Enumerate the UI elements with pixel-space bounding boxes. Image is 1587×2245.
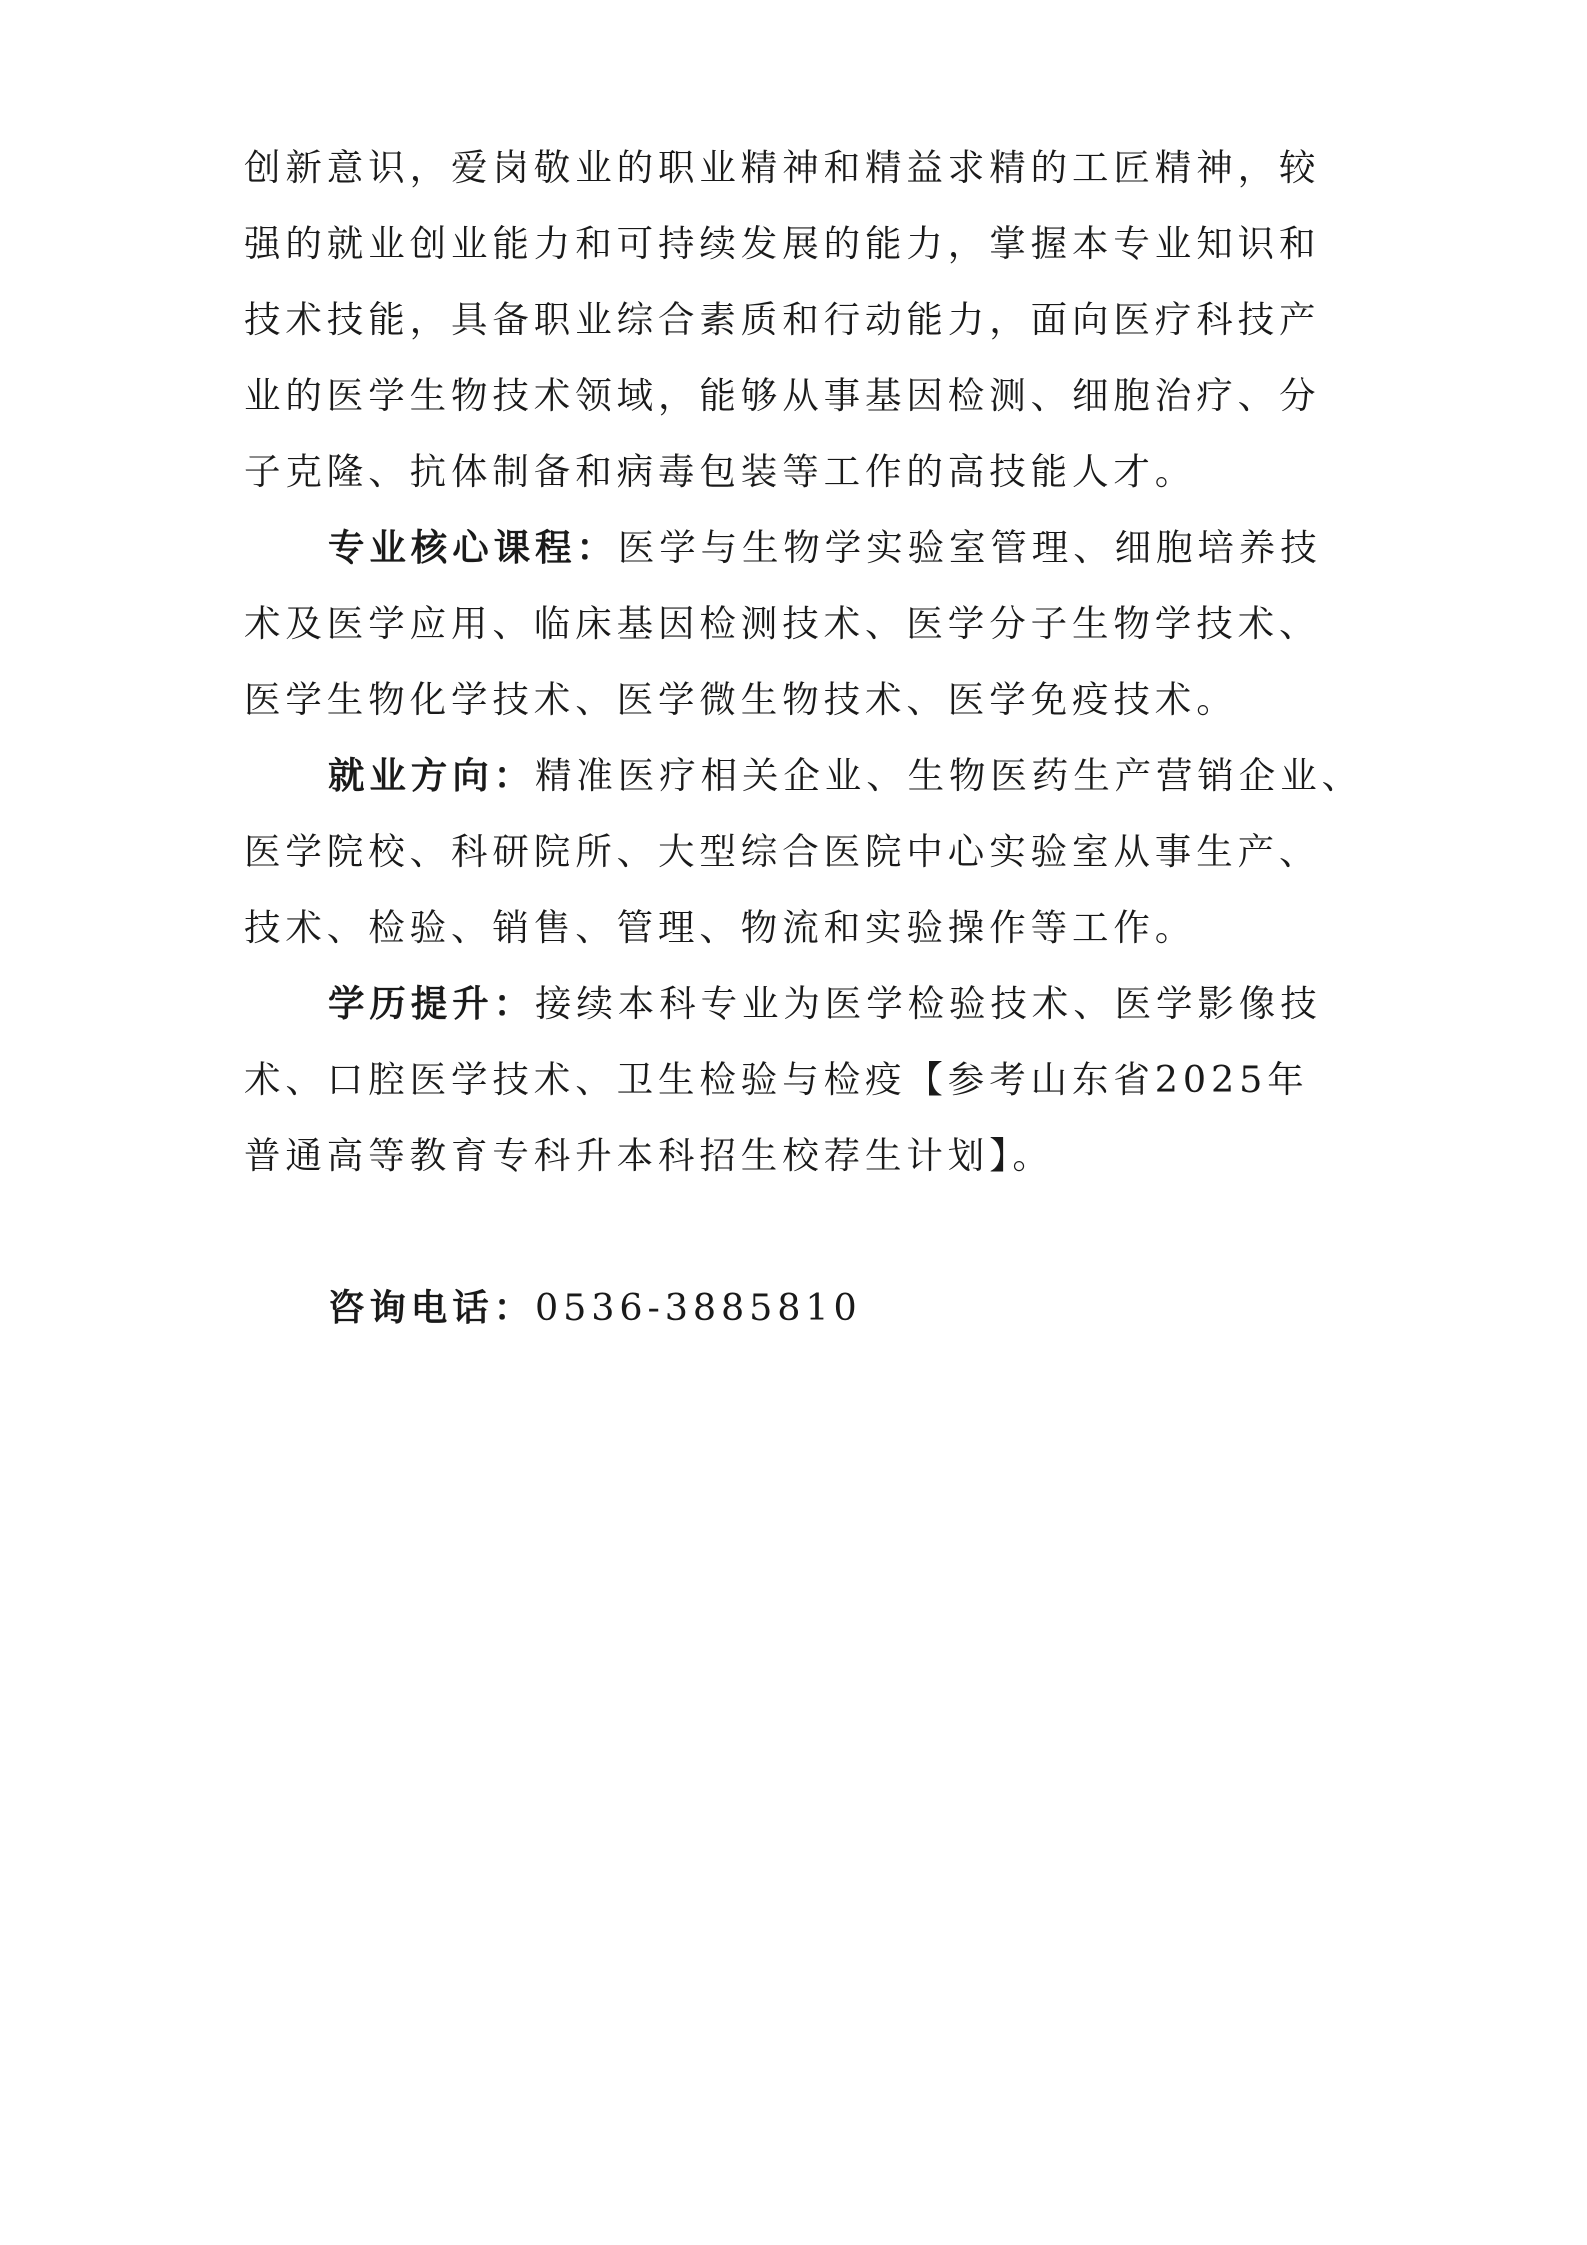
intro-line-1: 创新意识，爱岗敬业的职业精神和精益求精的工匠精神，较	[244, 146, 1321, 189]
contact-phone: 0536-3885810	[535, 1286, 862, 1329]
employment-text: 精准医疗相关企业、生物医药生产营销企业、	[535, 754, 1363, 797]
intro-line-3: 技术技能，具备职业综合素质和行动能力，面向医疗科技产	[244, 298, 1321, 341]
contact-label: 咨询电话：	[328, 1286, 535, 1329]
education-line-2: 术、口腔医学技术、卫生检验与检疫【参考山东省2025年	[244, 1058, 1309, 1101]
education-first-line	[328, 982, 1322, 1025]
core-courses-first-line	[328, 526, 1322, 569]
core-courses-text: 医学与生物学实验室管理、细胞培养技	[617, 526, 1322, 569]
employment-line-3: 技术、检验、销售、管理、物流和实验操作等工作。	[244, 906, 1197, 949]
education-label: 学历提升：	[328, 982, 535, 1025]
contact-line	[328, 1286, 862, 1329]
education-text: 接续本科专业为医学检验技术、医学影像技	[535, 982, 1322, 1025]
core-courses-line-3: 医学生物化学技术、医学微生物技术、医学免疫技术。	[244, 678, 1238, 721]
core-courses-line-2: 术及医学应用、临床基因检测技术、医学分子生物学技术、	[244, 602, 1321, 645]
employment-label: 就业方向：	[328, 754, 535, 797]
employment-first-line	[328, 754, 1363, 797]
intro-line-5: 子克隆、抗体制备和病毒包装等工作的高技能人才。	[244, 450, 1197, 493]
intro-line-2: 强的就业创业能力和可持续发展的能力，掌握本专业知识和	[244, 222, 1321, 265]
education-line-3: 普通高等教育专科升本科招生校荐生计划】。	[244, 1134, 1054, 1177]
employment-line-2: 医学院校、科研院所、大型综合医院中心实验室从事生产、	[244, 830, 1321, 873]
core-courses-label: 专业核心课程：	[328, 526, 618, 569]
intro-line-4: 业的医学生物技术领域，能够从事基因检测、细胞治疗、分	[244, 374, 1321, 417]
